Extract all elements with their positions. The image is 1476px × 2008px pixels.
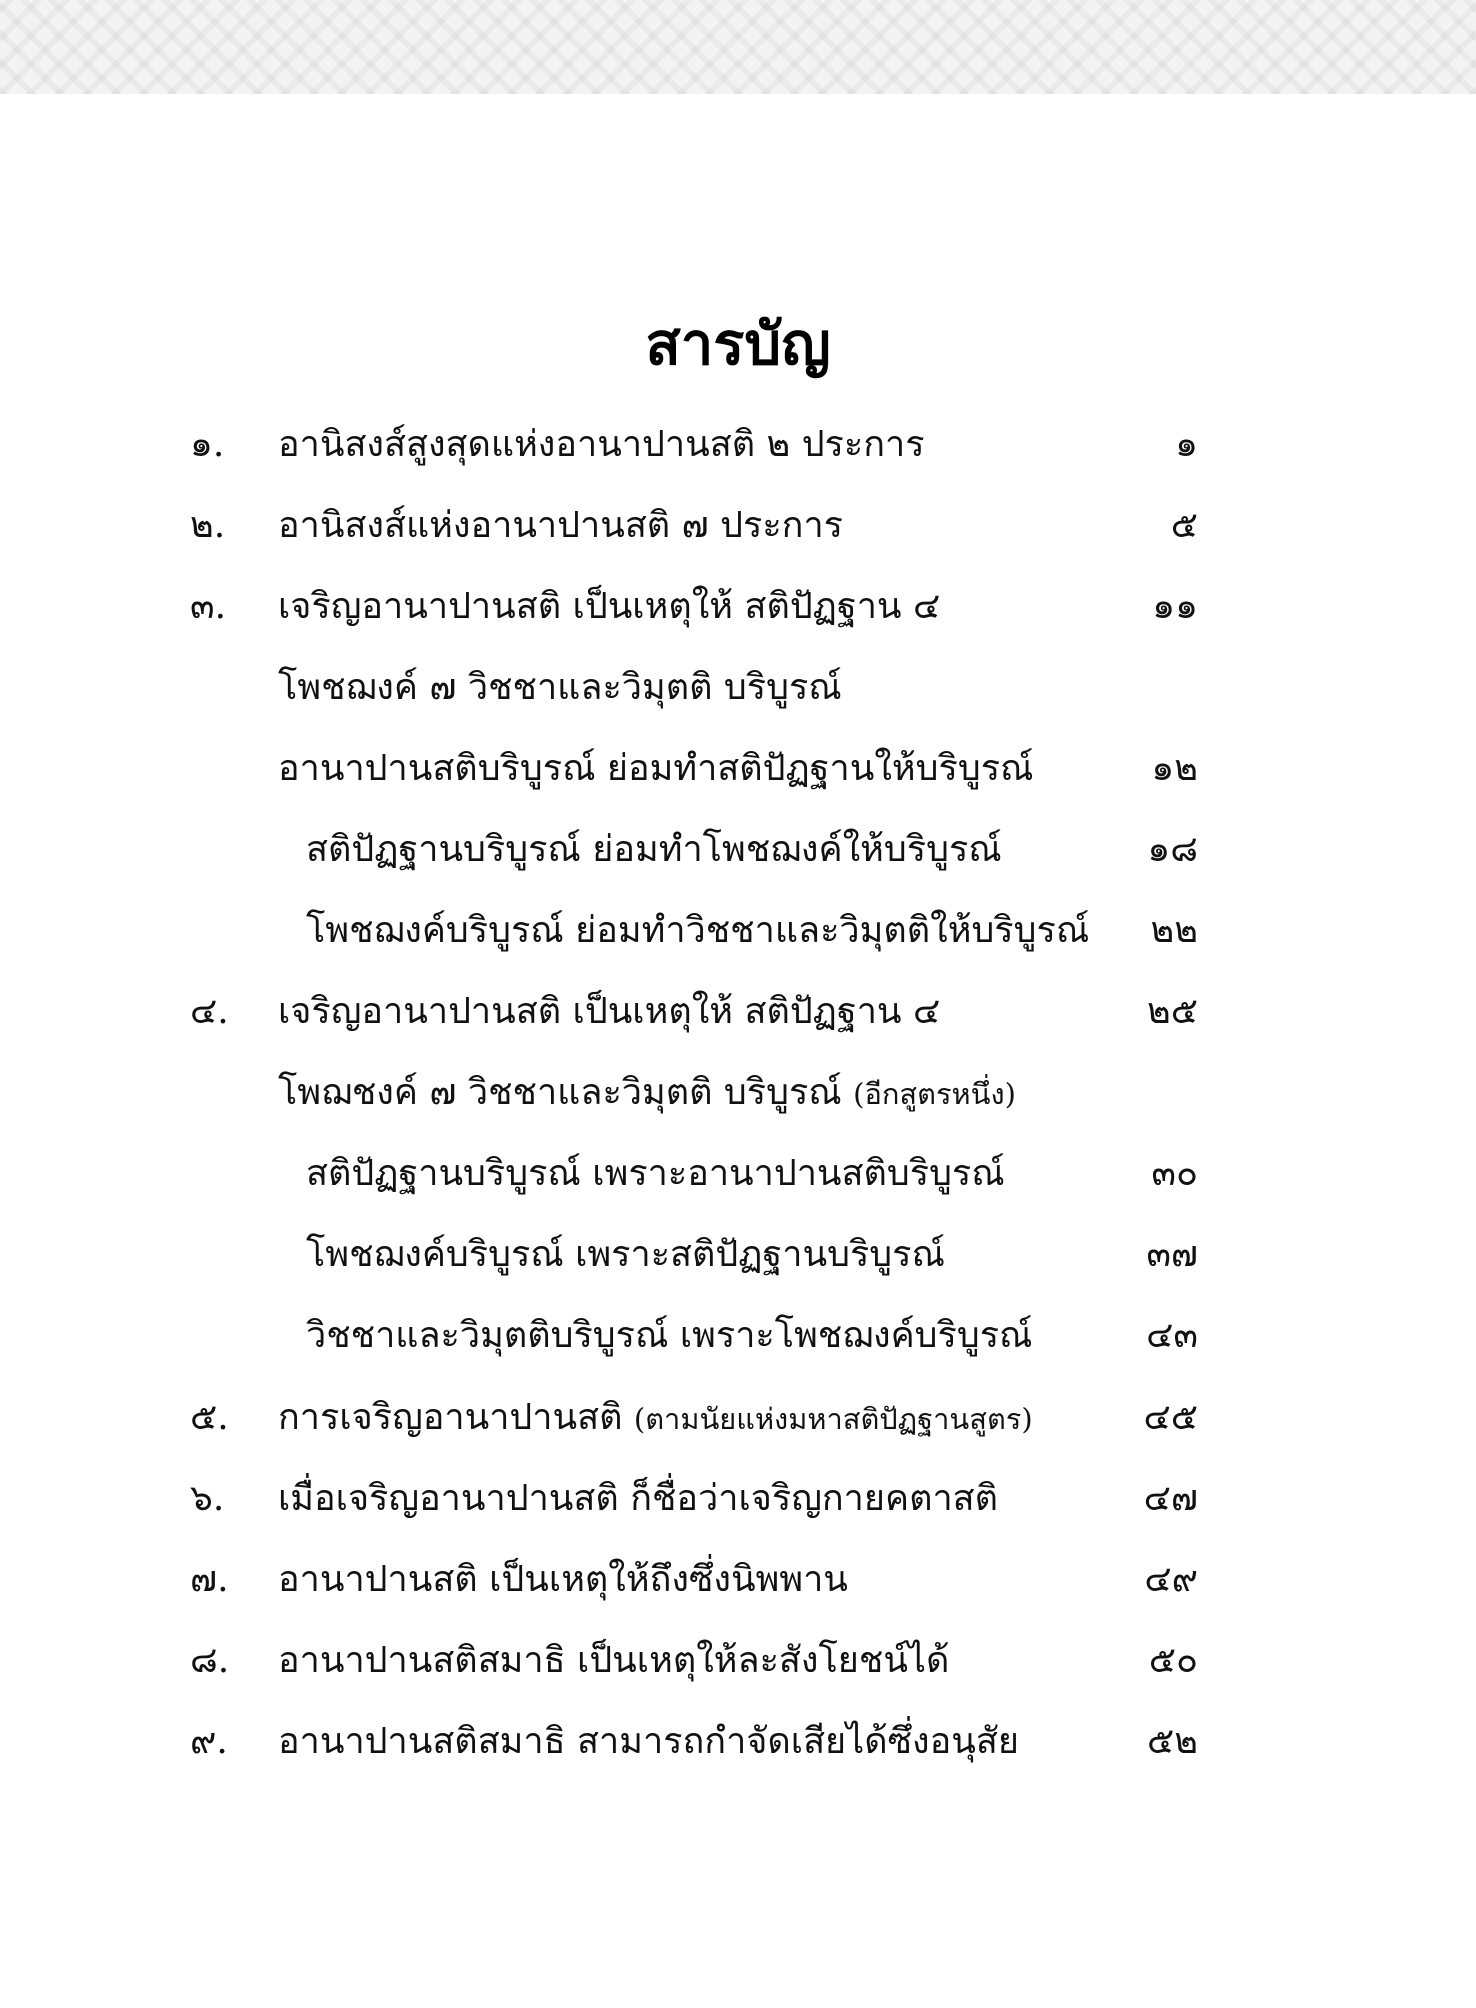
- toc-entry-7[interactable]: [0, 1550, 1476, 1610]
- toc-entry-page: ๔๓: [1146, 1315, 1198, 1356]
- toc-subentry-3-2[interactable]: [0, 820, 1476, 880]
- toc-entry-page: ๑๑: [1152, 586, 1198, 627]
- toc-entry-title: การเจริญอานาปานสติ (ตามนัยแห่งมหาสติปัฏฐานสูตร): [278, 1397, 1033, 1438]
- toc-entry-page: ๔๕: [1143, 1397, 1198, 1438]
- toc-subentry-4-3[interactable]: [0, 1306, 1476, 1366]
- toc-entry-title: เจริญอานาปานสติ เป็นเหตุให้ สติปัฏฐาน ๔: [278, 586, 941, 627]
- toc-entry-title: โพชฌงค์บริบูรณ์ ย่อมทำวิชชาและวิมุตติให้บริบูรณ์: [306, 910, 1090, 951]
- toc-entry-title: อานิสงส์สูงสุดแห่งอานาปานสติ ๒ ประการ: [278, 424, 925, 465]
- toc-entry-9[interactable]: [0, 1712, 1476, 1772]
- toc-entry-title: เมื่อเจริญอานาปานสติ ก็ชื่อว่าเจริญกายคตาสติ: [278, 1478, 999, 1519]
- toc-subentry-3-3[interactable]: [0, 901, 1476, 961]
- toc-entry-5[interactable]: [0, 1388, 1476, 1448]
- toc-entry-page: ๔๙: [1144, 1559, 1198, 1600]
- toc-entry-3[interactable]: [0, 577, 1476, 637]
- toc-entry-number: ๗.: [190, 1559, 229, 1600]
- toc-entry-page: ๕: [1170, 505, 1198, 546]
- toc-entry-title: สติปัฏฐานบริบูรณ์ เพราะอานาปานสติบริบูรณ์: [306, 1153, 1005, 1194]
- toc-entry-title: โพชฌงค์บริบูรณ์ เพราะสติปัฏฐานบริบูรณ์: [306, 1234, 945, 1275]
- toc-entry-page: ๓๗: [1146, 1234, 1198, 1275]
- toc-entry-3-continued: [0, 658, 1476, 718]
- toc-entry-page: ๒๕: [1147, 991, 1198, 1032]
- toc-entry-title: อานาปานสติสมาธิ เป็นเหตุให้ละสังโยชน์ได้: [278, 1640, 950, 1681]
- toc-subentry-4-2[interactable]: [0, 1225, 1476, 1285]
- toc-entry-title: อานาปานสติสมาธิ สามารถกำจัดเสียได้ซึ่งอนุสัย: [278, 1721, 1019, 1762]
- page-title: สารบัญ: [645, 309, 831, 378]
- toc-entry-title: อานาปานสติบริบูรณ์ ย่อมทำสติปัฏฐานให้บริบูรณ์: [278, 748, 1034, 789]
- toc-entry-title: อานาปานสติ เป็นเหตุให้ถึงซึ่งนิพพาน: [278, 1559, 848, 1600]
- toc-entry-title: สติปัฏฐานบริบูรณ์ ย่อมทำโพชฌงค์ให้บริบูรณ์: [306, 829, 1002, 870]
- toc-entry-page: ๑๘: [1147, 829, 1198, 870]
- toc-entry-note: (อีกสูตรหนึ่ง): [853, 1077, 1016, 1111]
- toc-entry-1[interactable]: [0, 415, 1476, 475]
- toc-entry-title: วิชชาและวิมุตติบริบูรณ์ เพราะโพชฌงค์บริบูรณ์: [306, 1315, 1033, 1356]
- toc-entry-title: เจริญอานาปานสติ เป็นเหตุให้ สติปัฏฐาน ๔: [278, 991, 941, 1032]
- toc-entry-2[interactable]: [0, 496, 1476, 556]
- toc-entry-page: ๒๒: [1150, 910, 1198, 951]
- toc-entry-page: ๑: [1175, 424, 1198, 465]
- toc-entry-number: ๘.: [190, 1640, 230, 1681]
- toc-entry-title: โพชฌงค์ ๗ วิชชาและวิมุตติ บริบูรณ์: [278, 667, 842, 708]
- toc-entry-page: ๓๐: [1151, 1153, 1198, 1194]
- toc-entry-page: ๔๗: [1143, 1478, 1198, 1519]
- toc-entry-number: ๓.: [190, 586, 227, 627]
- toc-entry-number: ๔.: [190, 991, 229, 1032]
- toc-subentry-3-1[interactable]: [0, 739, 1476, 799]
- toc-entry-note: (ตามนัยแห่งมหาสติปัฏฐานสูตร): [633, 1402, 1033, 1436]
- toc-entry-8[interactable]: [0, 1631, 1476, 1691]
- toc-entry-number: ๒.: [190, 505, 226, 546]
- toc-entry-number: ๙.: [190, 1721, 228, 1762]
- toc-entry-page: ๕๒: [1147, 1721, 1198, 1762]
- toc-entry-title: อานิสงส์แห่งอานาปานสติ ๗ ประการ: [278, 505, 843, 546]
- toc-entry-4[interactable]: [0, 982, 1476, 1042]
- toc-entry-6[interactable]: [0, 1469, 1476, 1529]
- toc-entry-number: ๑.: [190, 424, 225, 465]
- toc-entry-page: ๑๒: [1151, 748, 1198, 789]
- toc-entry-number: ๕.: [190, 1397, 229, 1438]
- toc-entry-page: ๕๐: [1148, 1640, 1198, 1681]
- toc-subentry-4-1[interactable]: [0, 1144, 1476, 1204]
- toc-entry-title: โพฌชงค์ ๗ วิชชาและวิมุตติ บริบูรณ์ (อีกสูตรหนึ่ง): [278, 1072, 1016, 1113]
- toc-entry-number: ๖.: [190, 1478, 225, 1519]
- toc-entry-4-continued: [0, 1063, 1476, 1123]
